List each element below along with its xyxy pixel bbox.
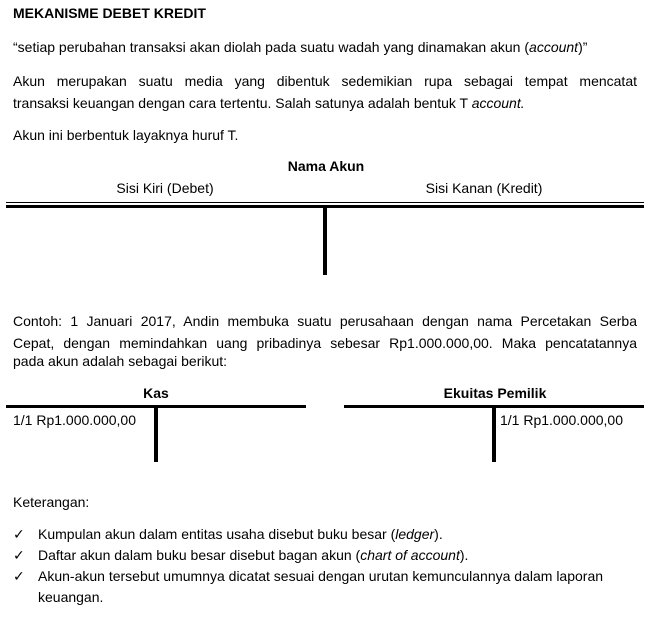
quote-suffix: )” bbox=[578, 39, 588, 55]
notes-item-3: ✓ Akun-akun tersebut umumnya dicatat sesuai dengan urutan kemunculannya dalam laporan keuangan. bbox=[13, 568, 604, 605]
definition-line-2-text: transaksi keuangan dengan cara tertentu. Salah satunya adalah bentuk T bbox=[13, 95, 472, 111]
notes-list bbox=[13, 524, 637, 608]
kas-vertical-line bbox=[154, 408, 158, 462]
equity-vertical-line bbox=[492, 408, 496, 462]
kas-account-name: Kas bbox=[143, 385, 169, 401]
example-line-3: pada akun adalah sebagai berikut: bbox=[13, 353, 228, 369]
checkmark-icon: ✓ bbox=[13, 568, 25, 584]
checkmark-icon: ✓ bbox=[13, 547, 25, 563]
page-title: MEKANISME DEBET KREDIT bbox=[13, 5, 206, 21]
quote-paragraph bbox=[13, 36, 637, 58]
quote-italic: account bbox=[529, 39, 579, 55]
t-account-name: Nama Akun bbox=[287, 158, 365, 174]
equity-account-name: Ekuitas Pemilik bbox=[443, 385, 547, 401]
t-account-left-label: Sisi Kiri (Debet) bbox=[116, 180, 214, 196]
t-account-right-label: Sisi Kanan (Kredit) bbox=[425, 180, 543, 196]
kas-debit-entry: 1/1 Rp1.000.000,00 bbox=[13, 412, 136, 428]
t-account-top-thin-line bbox=[6, 202, 644, 203]
definition-line-2 bbox=[13, 92, 637, 114]
t-account-vertical-line bbox=[323, 208, 327, 275]
notes-item-1: ✓ Kumpulan akun dalam entitas usaha disebut buku besar (ledger). bbox=[13, 524, 637, 545]
shape-note: Akun ini berbentuk layaknya huruf T. bbox=[13, 127, 239, 143]
definition-line-2-italic: account. bbox=[471, 95, 525, 111]
quote-text: “setiap perubahan transaksi akan diolah pada suatu wadah yang dinamakan akun ( bbox=[13, 39, 530, 55]
example-line-1: Contoh: 1 Januari 2017, Andin membuka suatu perusahaan dengan nama Percetakan Serba bbox=[13, 313, 637, 329]
notes-item-2: ✓ Daftar akun dalam buku besar disebut bagan akun (chart of account). bbox=[13, 545, 637, 566]
equity-credit-entry: 1/1 Rp1.000.000,00 bbox=[500, 412, 623, 428]
example-line-2: Cepat, dengan memindahkan uang pribadinya sebesar Rp1.000.000,00. Maka pencatatannya bbox=[13, 335, 637, 351]
checkmark-icon: ✓ bbox=[13, 526, 25, 542]
definition-line-1: Akun merupakan suatu media yang dibentuk sedemikian rupa sebagai tempat mencatat bbox=[13, 73, 637, 89]
notes-heading: Keterangan: bbox=[13, 494, 90, 510]
